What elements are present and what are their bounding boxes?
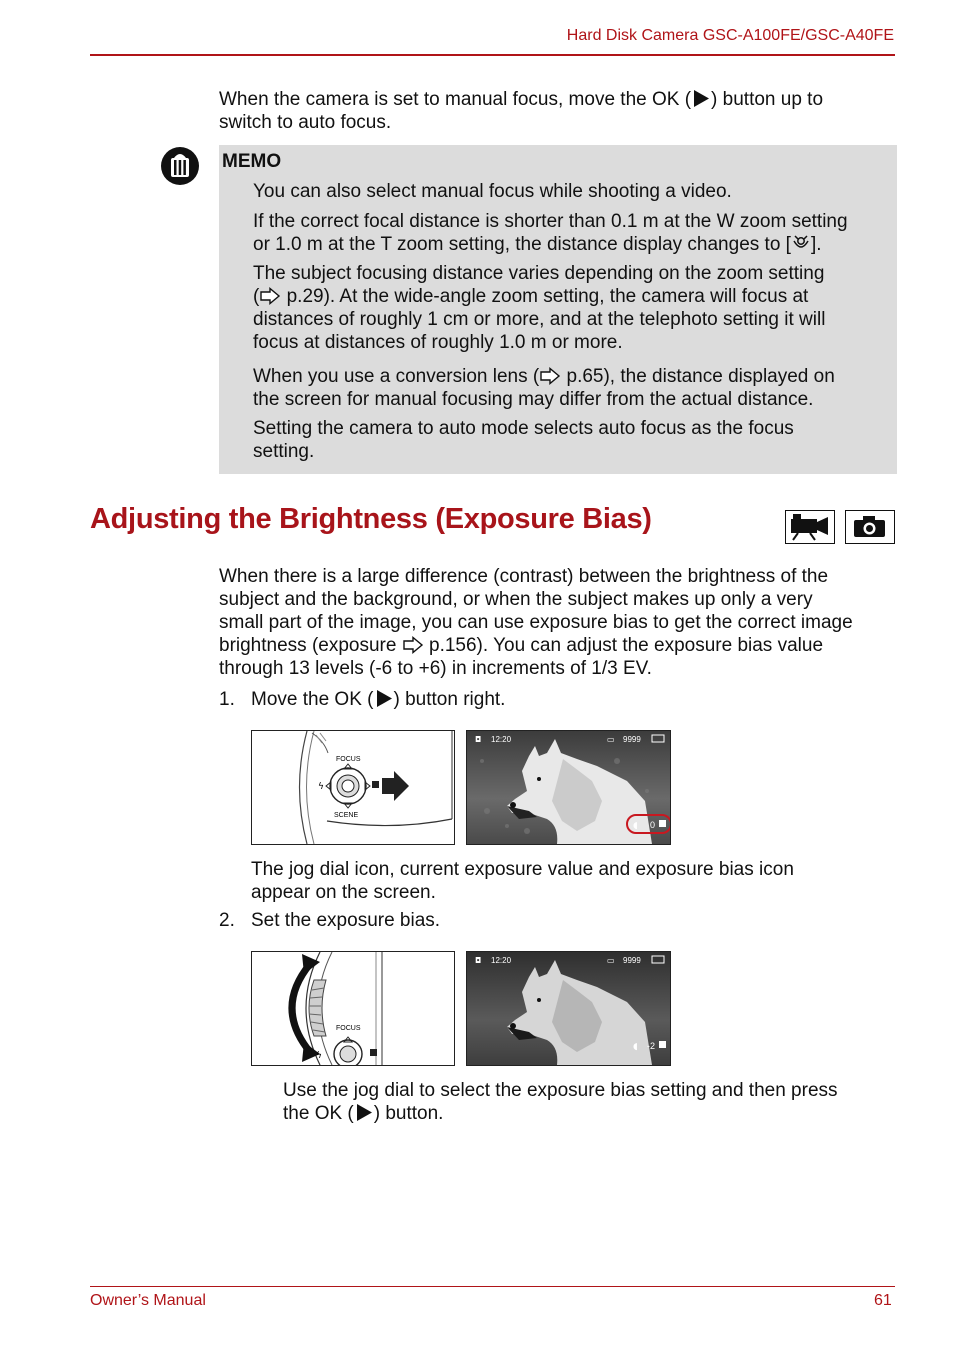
screen-exposure-adjusted <box>466 951 671 1066</box>
ok-right-arrow-icon <box>354 1103 374 1122</box>
step-text: Set the exposure bias. <box>251 910 441 931</box>
step-1-note <box>251 858 891 904</box>
memo-item-line: setting. <box>253 441 315 462</box>
memo-item-line: or 1.0 m at the T zoom setting, the distance display changes to [ <box>253 234 791 255</box>
para-line: When there is a large difference (contrast) between the brightness of the <box>219 566 829 587</box>
memo-item-line: the screen for manual focusing may differ from the actual distance. <box>253 389 814 410</box>
time-readout: 12:20 <box>491 956 512 965</box>
svg-text:ϟ: ϟ <box>318 782 324 792</box>
step-number: 1. <box>219 689 235 710</box>
memo-item: You can also select manual focus while shooting a video. <box>253 181 732 202</box>
para-line: small part of the image, you can use exposure bias to get the correct image <box>219 612 853 633</box>
memo-item-line: distances of roughly 1 cm or more, and at the telephoto setting it will <box>253 309 826 330</box>
intro-text-a: When the camera is set to manual focus, move the OK ( <box>219 89 692 110</box>
step-2-note <box>283 1079 893 1125</box>
svg-text:◖: ◖ <box>633 821 638 831</box>
shot-count: 9999 <box>623 735 641 744</box>
para-line: p.156). You can adjust the exposure bias value <box>423 635 824 656</box>
memo-item-line: When you use a conversion lens ( <box>253 366 540 387</box>
intro-text-b: ) button up to <box>711 89 824 110</box>
footer-manual-title: Owner’s Manual <box>90 1292 206 1309</box>
reference-arrow-icon <box>402 636 424 654</box>
note-line: ) button. <box>373 1103 444 1124</box>
step-1 <box>219 689 505 711</box>
para-line: subject and the background, or when the subject makes up only a very <box>219 589 813 610</box>
exposure-intro-paragraph <box>219 565 899 680</box>
memo-item-line: Setting the camera to auto mode selects auto focus as the focus <box>253 418 794 439</box>
note-line: Use the jog dial to select the exposure bias setting and then press <box>283 1080 838 1101</box>
memo-title: MEMO <box>222 151 282 172</box>
header-rule <box>90 54 895 56</box>
svg-text:ϟ: ϟ <box>316 1051 322 1061</box>
intro-text-line2: switch to auto focus. <box>219 112 392 133</box>
para-line: brightness (exposure <box>219 635 402 656</box>
svg-text:◘: ◘ <box>475 956 482 965</box>
note-line: The jog dial icon, current exposure value and exposure bias icon <box>251 859 794 880</box>
note-line: the OK ( <box>283 1103 354 1124</box>
svg-text:◖: ◖ <box>633 1042 638 1052</box>
step-2 <box>219 910 440 932</box>
dial-right-illustration <box>251 730 455 845</box>
intro-paragraph <box>219 88 889 134</box>
exposure-value: 0 <box>650 820 656 830</box>
memo-item-line: p.65), the distance displayed on <box>561 366 835 387</box>
svg-text:▭: ▭ <box>607 735 615 744</box>
memo-item-line: The subject focusing distance varies depending on the zoom setting <box>253 263 825 284</box>
memo-item-line: focus at distances of roughly 1.0 m or more. <box>253 332 623 353</box>
para-line: through 13 levels (-6 to +6) in increments of 1/3 EV. <box>219 658 652 679</box>
svg-text:▭: ▭ <box>607 956 615 965</box>
ok-right-arrow-icon <box>374 689 394 708</box>
exposure-value: -2 <box>647 1041 656 1051</box>
video-mode-icon <box>785 510 835 544</box>
macro-flower-icon <box>791 233 811 253</box>
reference-arrow-icon <box>539 367 561 385</box>
svg-text:◘: ◘ <box>475 735 482 744</box>
focus-label: FOCUS <box>336 756 361 763</box>
memo-item-line: ( <box>253 286 260 307</box>
section-title: Adjusting the Brightness (Exposure Bias) <box>90 503 652 535</box>
memo-item <box>253 210 893 256</box>
memo-item <box>253 417 893 463</box>
note-line: appear on the screen. <box>251 882 436 903</box>
scene-label: SCENE <box>334 812 359 819</box>
page-number: 61 <box>874 1292 892 1309</box>
memo-item-line: If the correct focal distance is shorter than 0.1 m at the W zoom setting <box>253 211 848 232</box>
time-readout: 12:20 <box>491 735 512 744</box>
step-number: 2. <box>219 910 235 931</box>
jog-dial-illustration <box>251 951 455 1066</box>
footer-rule <box>90 1286 895 1287</box>
focus-label: FOCUS <box>336 1025 361 1032</box>
photo-mode-icon <box>845 510 895 544</box>
reference-arrow-icon <box>259 287 281 305</box>
header-title: Hard Disk Camera GSC-A100FE/GSC-A40FE <box>566 27 894 44</box>
memo-item-line: p.29). At the wide-angle zoom setting, the camera will focus at <box>281 286 809 307</box>
shot-count: 9999 <box>623 956 641 965</box>
memo-item <box>253 365 893 411</box>
step-text: ) button right. <box>393 689 506 710</box>
screen-exposure-display <box>466 730 671 845</box>
ok-right-arrow-icon <box>691 89 711 108</box>
memo-item <box>253 262 893 354</box>
step-text: Move the OK ( <box>251 689 374 710</box>
memo-pencil-icon <box>160 146 200 186</box>
memo-item-line: ]. <box>810 234 822 255</box>
